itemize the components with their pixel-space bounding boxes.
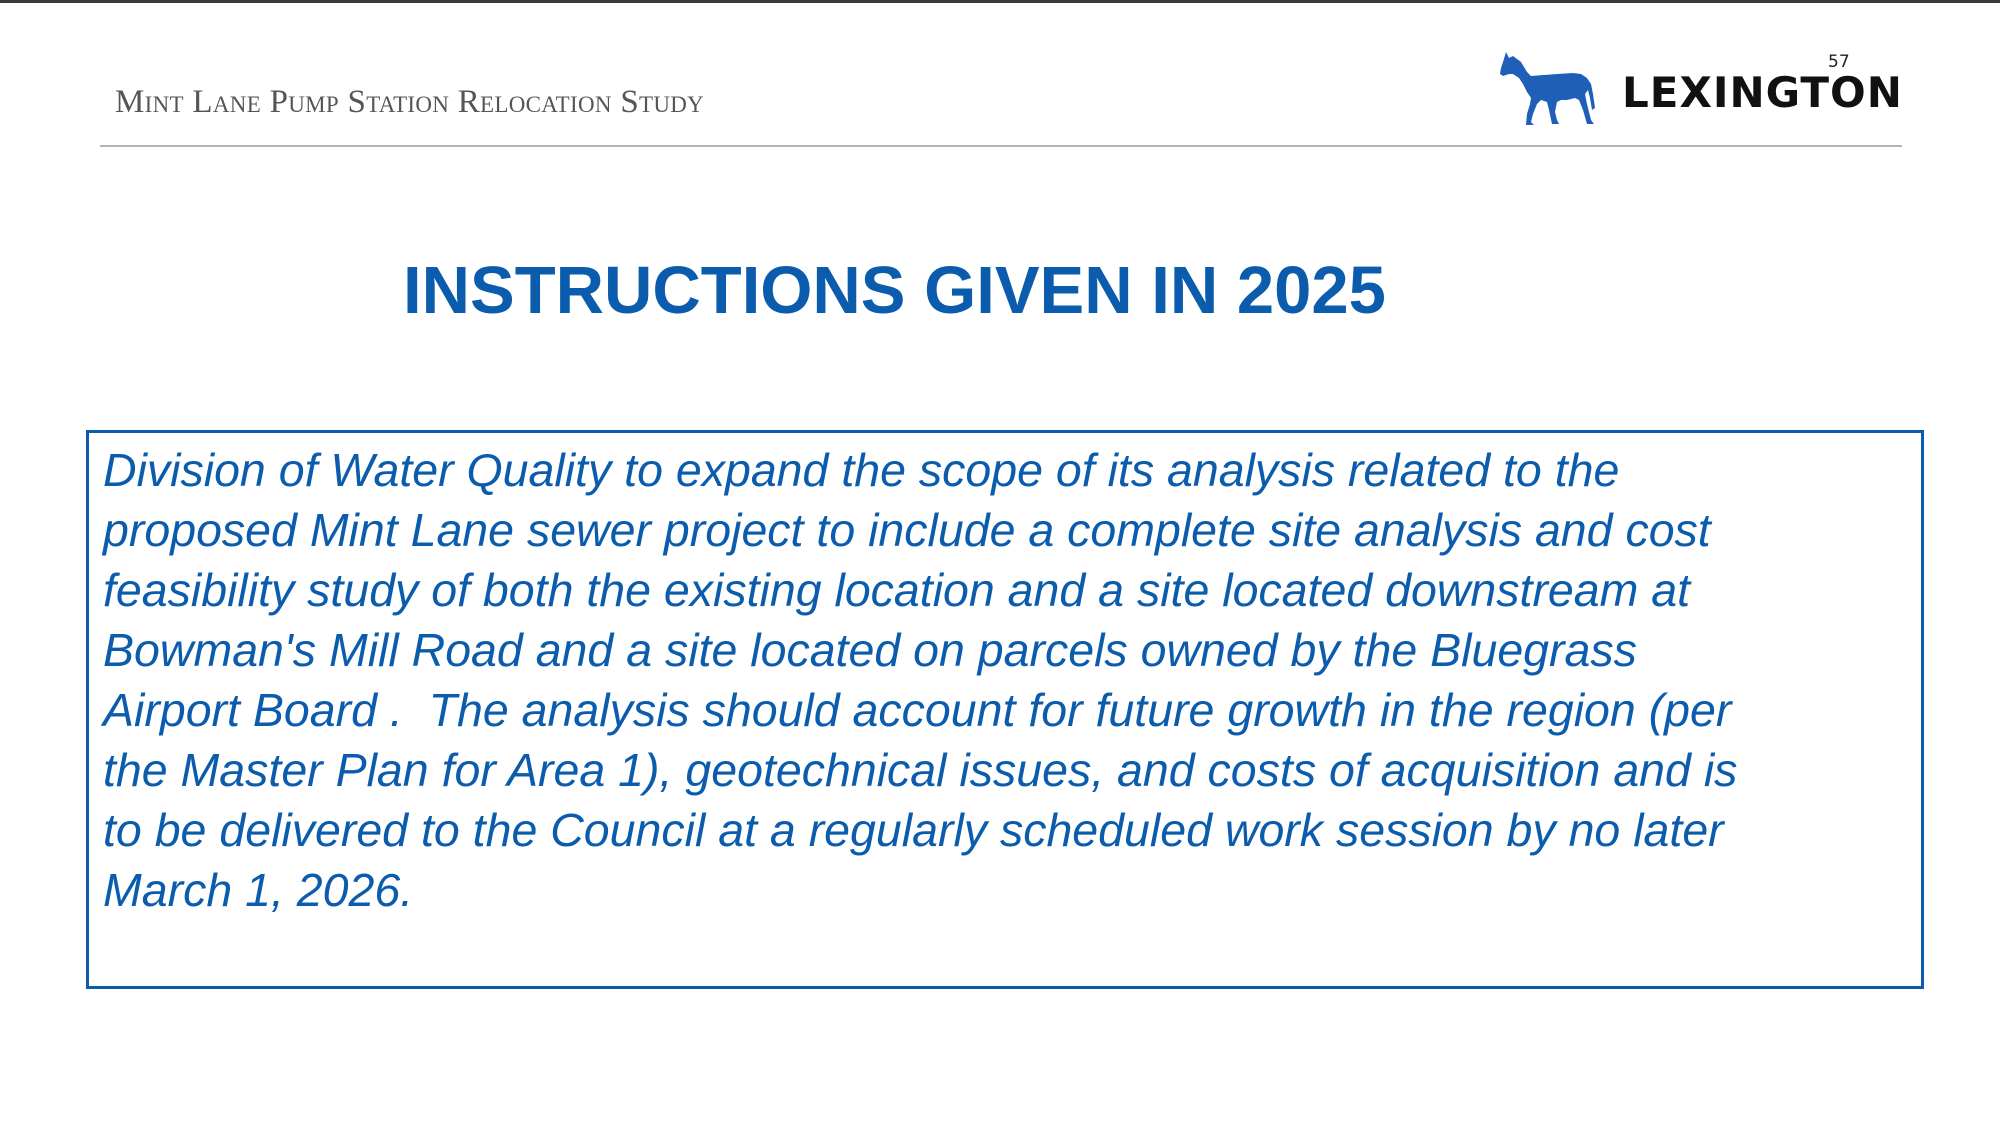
slide-title: INSTRUCTIONS GIVEN IN 2025 <box>403 253 1386 328</box>
page-number: 57 <box>1828 52 1850 72</box>
document-title: Mint Lane Pump Station Relocation Study <box>115 84 705 120</box>
horse-icon <box>1497 48 1599 126</box>
lexington-wordmark: LEXINGTON <box>1622 68 1903 117</box>
instruction-text: Division of Water Quality to expand the scope of its analysis related to the proposed Mint Lane sewer project to include a complete site analysis and cost feasibility study of both the existing location and a site located downstream at Bowman's Mill Road and a site located on parcels owned by the Bluegrass Airport Board . The analysis should account for future growth in the region (per the Master Plan for Area 1), geotechnical issues, and costs of acquisition and is to be delivered to the Council at a regularly scheduled work session by no later March 1, 2026. <box>103 444 1738 916</box>
top-border <box>0 0 2000 3</box>
header-divider <box>100 145 1902 147</box>
